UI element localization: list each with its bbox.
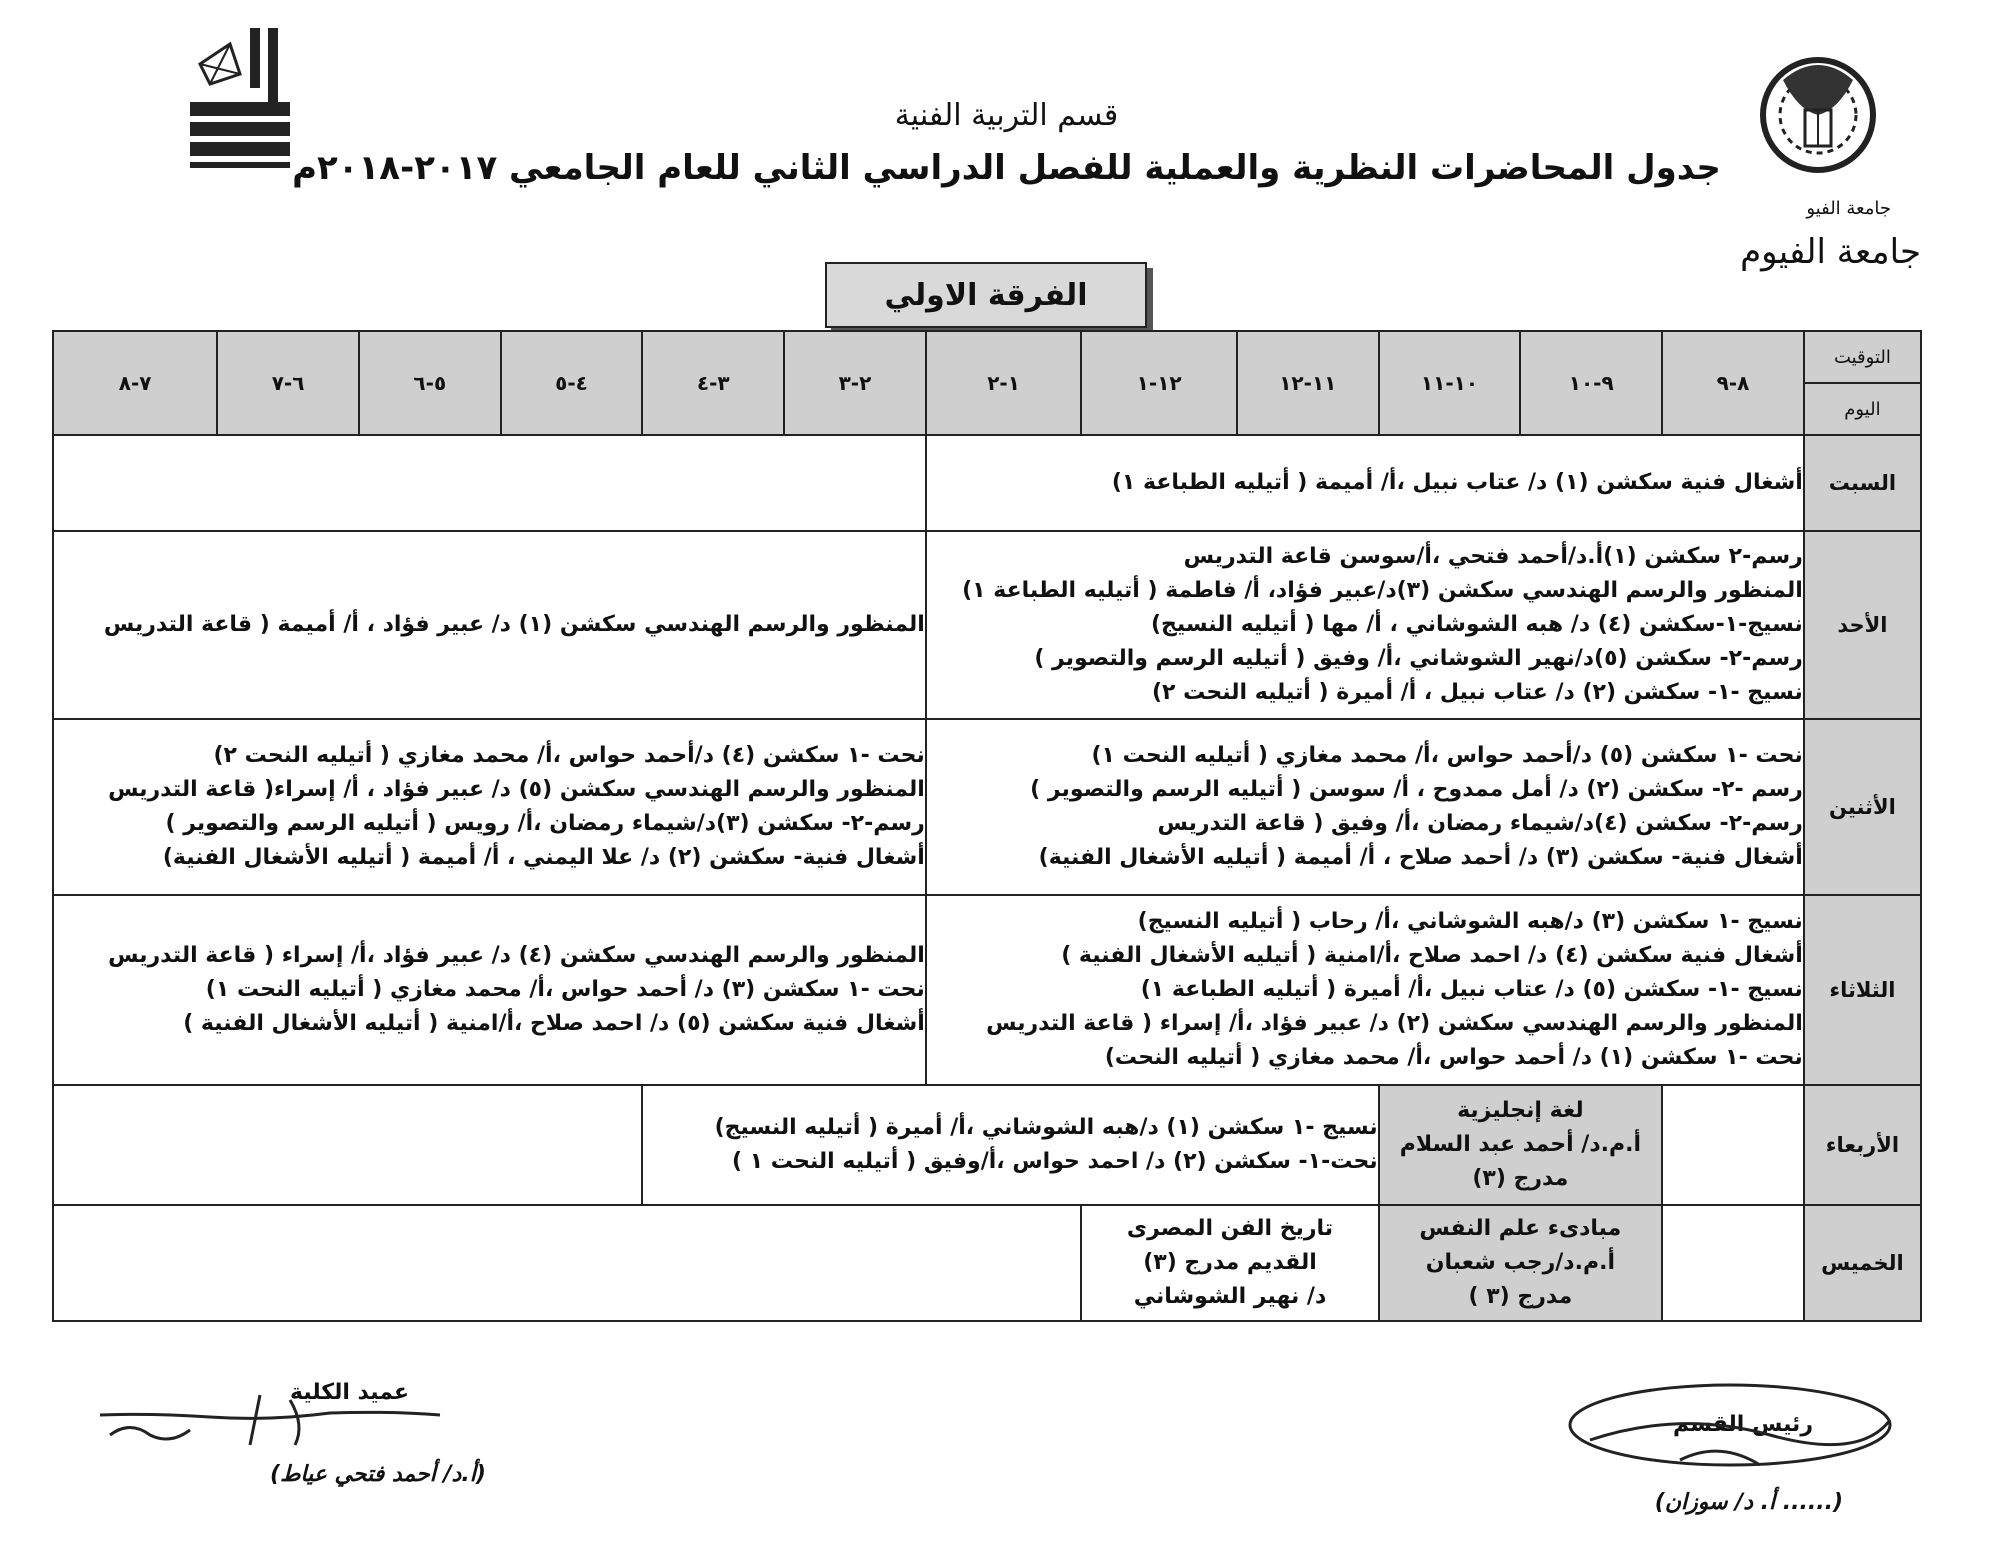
time-corner-label: التوقيت [1805,332,1920,384]
header-corner [1804,331,1921,435]
schedule-entry: نسيج-١-سكشن (٤) د/ هبه الشوشاني ، أ/ مها ( أتيليه النسيج) [1151,612,1803,637]
wednesday-evening-empty-cell [53,1085,642,1205]
time-slot: ٢-٣ [784,331,926,435]
schedule-entry: نحت -١ سكشن (٤) د/أحمد حواس ،أ/ محمد مغازي ( أتيليه النحت ٢) [213,743,925,768]
dean-name: (أ.د/ أحمد فتحي عياط) [270,1462,486,1487]
schedule-entry: أشغال فنية سكشن (١) د/ عتاب نبيل ،أ/ أميمة ( أتيليه الطباعة ١) [1111,470,1803,495]
day-row-saturday [53,435,1921,531]
schedule-entry: رسم -٢- سكشن (٢) د/ أمل ممدوح ، أ/ سوسن ( أتيليه الرسم والتصوير ) [1030,777,1803,802]
dean-signature-label: عميد الكلية [290,1380,410,1405]
time-slot: ١٠-١١ [1379,331,1521,435]
head-name: (أ. د/ سوزان ......) [1654,1490,1843,1515]
schedule-table [52,330,1922,1322]
lecture-line: مبادىء علم النفس [1419,1216,1622,1241]
day-row-wednesday [53,1085,1921,1205]
time-slot: ٣-٤ [642,331,784,435]
time-slot: ٤-٥ [501,331,643,435]
lecture-line: د/ نهير الشوشاني [1133,1284,1327,1309]
time-slot: ١-٢ [926,331,1082,435]
schedule-entry: نحت -١ سكشن (١) د/ أحمد حواس ،أ/ محمد مغازي ( أتيليه النحت) [1104,1045,1803,1070]
lecture-line: مدرج (٣ ) [1468,1284,1573,1309]
lecture-line: أ.م.د/ أحمد عبد السلام [1399,1132,1641,1157]
thursday-empty-cell [1662,1205,1804,1321]
thursday-lecture-cell-1 [1379,1205,1662,1321]
schedule-entry: أشغال فنية سكشن (٤) د/ احمد صلاح ،أ/امنية ( أتيليه الأشغال الفنية ) [1061,943,1803,968]
time-slot: ٨-٩ [1662,331,1804,435]
day-label: الخميس [1804,1205,1921,1321]
schedule-entry: المنظور والرسم الهندسي سكشن (٣)د/عبير فؤاد، أ/ فاطمة ( أتيليه الطباعة ١) [962,578,1803,603]
dean-signature-icon [90,1385,450,1455]
head-signature-icon [1560,1370,1900,1490]
day-label: الأربعاء [1804,1085,1921,1205]
schedule-entry: المنظور والرسم الهندسي سكشن (١) د/ عبير فؤاد ، أ/ أميمة ( قاعة التدريس [103,612,925,637]
sunday-morning-cell [926,531,1804,719]
schedule-entry: نسيج -١ سكشن (١) د/هبه الشوشاني ،أ/ أميرة ( أتيليه النسيج) [714,1115,1378,1140]
time-slot: ٦-٧ [217,331,359,435]
schedule-entry: رسم-٢- سكشن (٥)د/نهير الشوشاني ،أ/ وفيق ( أتيليه الرسم والتصوير ) [1034,646,1803,671]
schedule-entry: نحت-١- سكشن (٢) د/ احمد حواس ،أ/وفيق ( أتيليه النحت ١ ) [731,1149,1378,1174]
schedule-entry: المنظور والرسم الهندسي سكشن (٤) د/ عبير فؤاد ،أ/ إسراء ( قاعة التدريس [108,943,925,968]
schedule-entry: المنظور والرسم الهندسي سكشن (٥) د/ عبير فؤاد ، أ/ إسراء( قاعة التدريس [108,777,925,802]
lecture-line: لغة إنجليزية [1457,1098,1584,1123]
day-row-tuesday [53,895,1921,1085]
lecture-line: تاريخ الفن المصرى [1126,1216,1334,1241]
lecture-line: القديم مدرج (٣) [1143,1250,1317,1275]
schedule-entry: نسيج -١ سكشن (٣) د/هبه الشوشاني ،أ/ رحاب ( أتيليه النسيج) [1137,909,1803,934]
tuesday-morning-cell [926,895,1804,1085]
university-name-small: جامعة الفيو [1806,198,1891,219]
year-label: الفرقة الاولي [825,262,1147,328]
lecture-line: مدرج (٣) [1472,1166,1569,1191]
wednesday-empty-cell [1662,1085,1804,1205]
thursday-evening-empty-cell [53,1205,1081,1321]
sunday-evening-cell [53,531,926,719]
saturday-morning-cell [926,435,1804,531]
thursday-lecture-cell-2 [1081,1205,1378,1321]
schedule-entry: نحت -١ سكشن (٣) د/ أحمد حواس ،أ/ محمد مغازي ( أتيليه النحت ١) [205,977,925,1002]
time-slot: ٧-٨ [53,331,217,435]
schedule-entry: رسم-٢- سكشن (٣)د/شيماء رمضان ،أ/ رويس ( أتيليه الرسم والتصوير ) [165,811,925,836]
day-label: الأثنين [1804,719,1921,895]
day-label: السبت [1804,435,1921,531]
time-slot: ١٢-١ [1081,331,1237,435]
monday-morning-cell [926,719,1804,895]
schedule-entry: رسم-٢- سكشن (٤)د/شيماء رمضان ،أ/ وفيق ( قاعة التدريس [1157,811,1803,836]
day-row-sunday [53,531,1921,719]
time-slot: ١١-١٢ [1237,331,1379,435]
wednesday-lecture-cell [1379,1085,1662,1205]
schedule-entry: نحت -١ سكشن (٥) د/أحمد حواس ،أ/ محمد مغازي ( أتيليه النحت ١) [1091,743,1803,768]
schedule-entry: أشغال فنية- سكشن (٢) د/ علا اليمني ، أ/ أميمة ( أتيليه الأشغال الفنية) [162,845,925,870]
day-label: الثلاثاء [1804,895,1921,1085]
head-signature-label: رئيس القسم [1673,1412,1813,1437]
lecture-line: أ.م.د/رجب شعبان [1425,1250,1615,1275]
schedule-entry: رسم-٢ سكشن (١)أ.د/أحمد فتحي ،أ/سوسن قاعة التدريس [1183,544,1803,569]
tuesday-evening-cell [53,895,926,1085]
time-slot: ٩-١٠ [1520,331,1662,435]
day-corner-label: اليوم [1844,398,1881,420]
day-row-thursday [53,1205,1921,1321]
day-label: الأحد [1804,531,1921,719]
schedule-entry: أشغال فنية سكشن (٥) د/ احمد صلاح ،أ/امنية ( أتيليه الأشغال الفنية ) [183,1011,925,1036]
schedule-entry: نسيج -١- سكشن (٢) د/ عتاب نبيل ، أ/ أميرة ( أتيليه النحت ٢) [1151,680,1803,705]
university-name: جامعة الفيوم [1740,232,1921,272]
schedule-entry: المنظور والرسم الهندسي سكشن (٢) د/ عبير فؤاد ،أ/ إسراء ( قاعة التدريس [986,1011,1803,1036]
time-slot: ٥-٦ [359,331,501,435]
wednesday-section-cell [642,1085,1378,1205]
saturday-evening-cell [53,435,926,531]
schedule-title: جدول المحاضرات النظرية والعملية للفصل الدراسي الثاني للعام الجامعي ٢٠١٧-٢٠١٨م [292,148,1721,188]
monday-evening-cell [53,719,926,895]
time-header-row [53,331,1921,435]
schedule-entry: أشغال فنية- سكشن (٣) د/ أحمد صلاح ، أ/ أميمة ( أتيليه الأشغال الفنية) [1038,845,1803,870]
department-title: قسم التربية الفنية [894,98,1119,133]
schedule-entry: نسيج -١- سكشن (٥) د/ عتاب نبيل ،أ/ أميرة ( أتيليه الطباعة ١) [1140,977,1803,1002]
day-row-monday [53,719,1921,895]
